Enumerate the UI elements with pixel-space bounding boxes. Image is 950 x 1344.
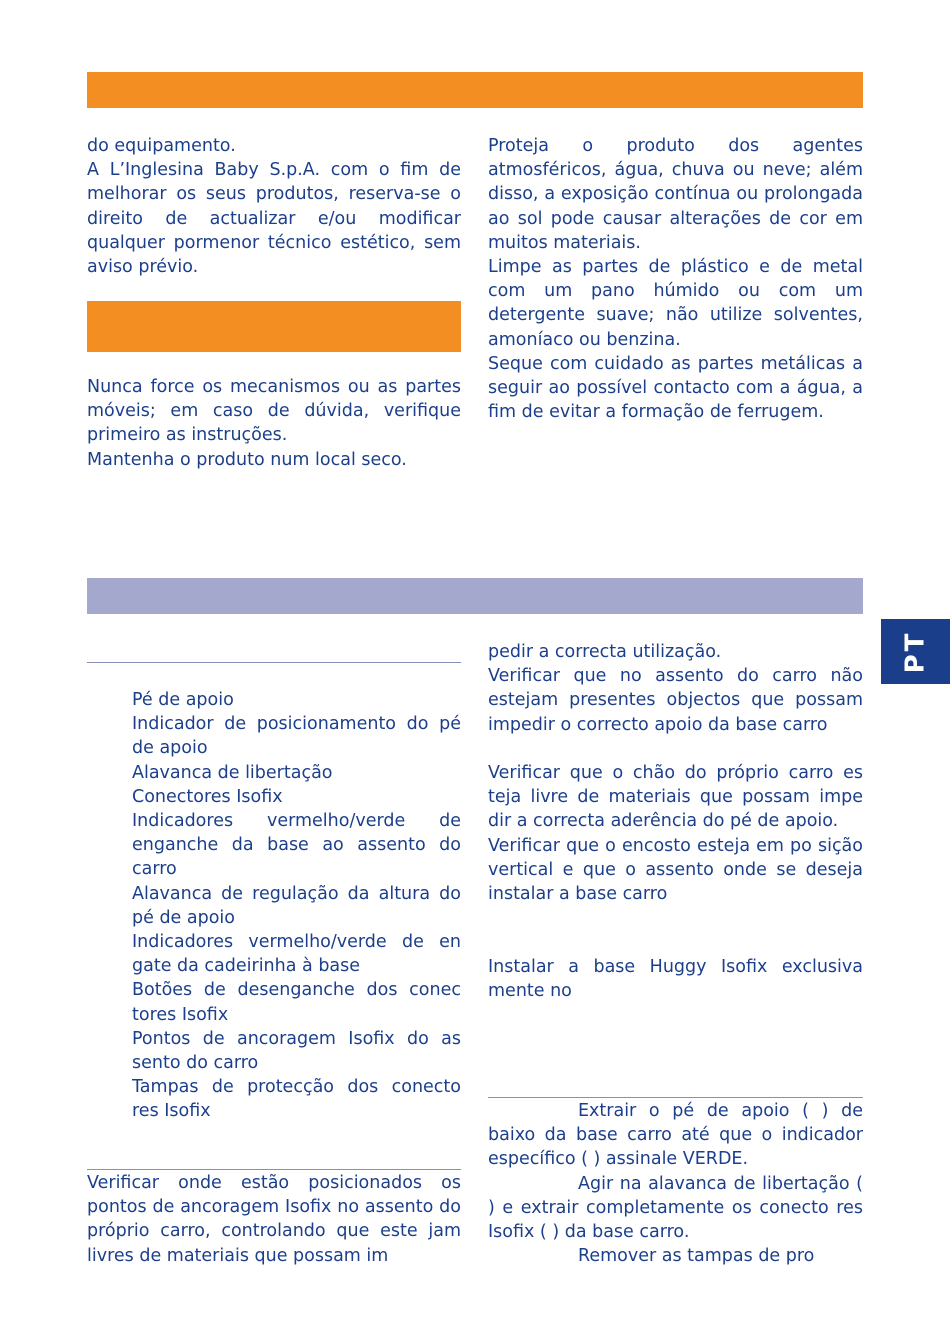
step-text: Agir na alavanca de libertação ( ) e extrair completamente os conecto res Isofix ( ) da base carro. — [488, 1173, 863, 1243]
bottom-left-column — [87, 1171, 461, 1268]
paragraph: Verificar onde estão posicionados os pontos de ancoragem Isofix no assento do próprio carro, controlando que este jam livres de materiais que possam im — [87, 1173, 461, 1266]
paragraph: pedir a correcta utilização. — [488, 642, 722, 662]
list-item: Conectores Isofix — [132, 786, 283, 807]
list-item: Indicador de posicionamento do pé de apoio — [132, 714, 461, 759]
top-left-column — [87, 134, 461, 279]
paragraph: Mantenha o produto num local seco. — [87, 449, 407, 470]
language-tab — [881, 619, 950, 684]
section-header-bar-installation — [87, 578, 863, 614]
paragraph: Verificar que o chão do próprio carro es teja livre de materiais que possam impe dir a correcta aderência do pé de apoio. — [488, 763, 863, 832]
paragraph: do equipamento. — [87, 136, 236, 156]
step-text: Extrair o pé de apoio ( ) de baixo da base carro até que o indicador específico ( ) assinale VERDE. — [488, 1101, 863, 1170]
list-item: Pé de apoio — [132, 690, 234, 710]
paragraph: Nunca force os mecanismos ou as partes móveis; em caso de dúvida, verifique primeiro as instruções. — [87, 377, 461, 446]
divider-rule — [87, 662, 461, 663]
list-item: Alavanca de regulação da altura do pé de apoio — [132, 883, 461, 928]
list-item: Indicadores vermelho/verde de en gate da cadeirinha à base — [132, 932, 461, 977]
step-paragraph — [488, 1244, 863, 1268]
list-item: Pontos de ancoragem Isofix do as sento do carro — [132, 1028, 461, 1074]
language-tab-label: PT — [900, 630, 931, 673]
section-header-bar-care — [87, 301, 461, 352]
paragraph: Verificar que no assento do carro não estejam presentes objectos que possam impedir o correcto apoio da base carro — [488, 666, 863, 735]
list-item: Tampas de protecção dos conecto res Isofix — [132, 1077, 461, 1122]
top-right-column — [488, 134, 863, 424]
section-header-bar-top — [87, 72, 863, 108]
paragraph: Verificar que o encosto esteja em po sição vertical e que o assento onde se deseja instalar a base carro — [488, 835, 863, 905]
paragraph: Seque com cuidado as partes metálicas a seguir ao possível contacto com a água, a fim de evitar a formação de ferrugem. — [488, 353, 863, 423]
mid-left-column — [87, 375, 461, 472]
step-paragraph — [488, 1172, 863, 1245]
divider-rule — [488, 1097, 863, 1098]
components-list — [132, 688, 461, 1124]
paragraph: A L’Inglesina Baby S.p.A. com o fim de melhorar os seus produtos, reserva-se o direito de actualizar e/ou modificar qualquer pormenor técnico estético, sem aviso prévio. — [87, 160, 461, 278]
paragraph: Instalar a base Huggy Isofix exclusiva mente no — [488, 956, 863, 1001]
divider-rule — [87, 1169, 461, 1170]
list-item: Botões de desenganche dos conec tores Isofix — [132, 980, 461, 1025]
step-text: Remover as tampas de pro — [578, 1246, 815, 1267]
list-item: Alavanca de libertação — [132, 762, 333, 783]
list-item: Indicadores vermelho/verde de enganche da base ao assento do carro — [132, 811, 461, 880]
step-paragraph — [488, 1099, 863, 1172]
steps-column — [488, 1099, 863, 1268]
paragraph: Limpe as partes de plástico e de metal com um pano húmido ou com um detergente suave; não utilize solventes, amoníaco ou benzina. — [488, 257, 863, 350]
right-checks-column — [488, 640, 863, 1003]
paragraph: Proteja o produto dos agentes atmosféricos, água, chuva ou neve; além disso, a exposição contínua ou prolongada ao sol pode causar alterações de cor em muitos materiais. — [488, 136, 863, 253]
